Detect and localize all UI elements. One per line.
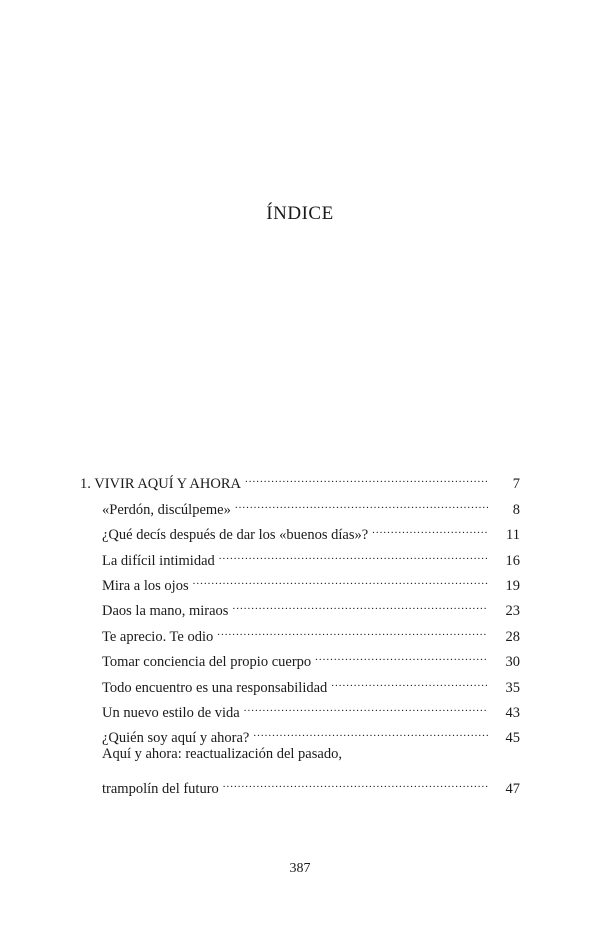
toc-dot-leader xyxy=(253,717,488,742)
toc-entry-page: 30 xyxy=(505,654,520,671)
toc-dot-leader xyxy=(193,565,488,590)
toc-dot-leader xyxy=(223,768,488,793)
toc-entry-label: Un nuevo estilo de vida xyxy=(102,704,240,721)
toc-entry-page: 16 xyxy=(505,552,520,569)
toc-dot-leader xyxy=(235,488,488,513)
toc-entry-page: 23 xyxy=(505,603,520,620)
page-title: ÍNDICE xyxy=(266,203,334,224)
toc-entry-page: 11 xyxy=(506,527,520,544)
table-of-contents xyxy=(80,463,520,798)
toc-entry-page: 43 xyxy=(505,704,520,721)
toc-entry-label: 1. VIVIR AQUÍ Y AHORA xyxy=(80,476,241,493)
toc-entry-label: Tomar conciencia del propio cuerpo xyxy=(102,654,312,671)
toc-entry-page: 8 xyxy=(512,501,520,518)
toc-entry-label: La difícil intimidad xyxy=(102,552,215,569)
toc-dot-leader xyxy=(219,539,488,564)
toc-entry-label: Aquí y ahora: reactualización del pasado, xyxy=(102,746,342,763)
toc-entry-label: «Perdón, discúlpeme» xyxy=(102,501,231,518)
toc-dot-leader xyxy=(245,463,488,488)
toc-entry xyxy=(80,742,520,767)
toc-dot-leader xyxy=(217,615,488,640)
page-number: 387 xyxy=(289,861,311,876)
toc-dot-leader xyxy=(331,666,488,691)
toc-entry-page: 28 xyxy=(505,628,520,645)
toc-dot-leader xyxy=(244,692,488,717)
toc-entry-label: ¿Qué decís después de dar los «buenos días»? xyxy=(102,527,369,544)
toc-chapter-entry xyxy=(80,463,520,493)
toc-dot-leader xyxy=(315,641,488,666)
toc-dot-leader xyxy=(232,590,488,615)
toc-entry-label: trampolín del futuro xyxy=(102,781,219,798)
toc-entry-label: Todo encuentro es una responsabilidad xyxy=(102,679,328,696)
toc-entry-page: 7 xyxy=(512,476,520,493)
toc-entry-label: Daos la mano, miraos xyxy=(102,603,229,620)
toc-dot-leader xyxy=(372,514,488,539)
toc-entry-page: 19 xyxy=(505,577,520,594)
toc-entry-label: Te aprecio. Te odio xyxy=(102,628,214,645)
toc-entry-page: 47 xyxy=(505,781,520,798)
toc-entry-label: Mira a los ojos xyxy=(102,577,189,594)
toc-entry-page: 45 xyxy=(505,730,520,747)
toc-entry-page: 35 xyxy=(505,679,520,696)
toc-entry-label: ¿Quién soy aquí y ahora? xyxy=(102,730,250,747)
toc-entry xyxy=(80,768,520,798)
